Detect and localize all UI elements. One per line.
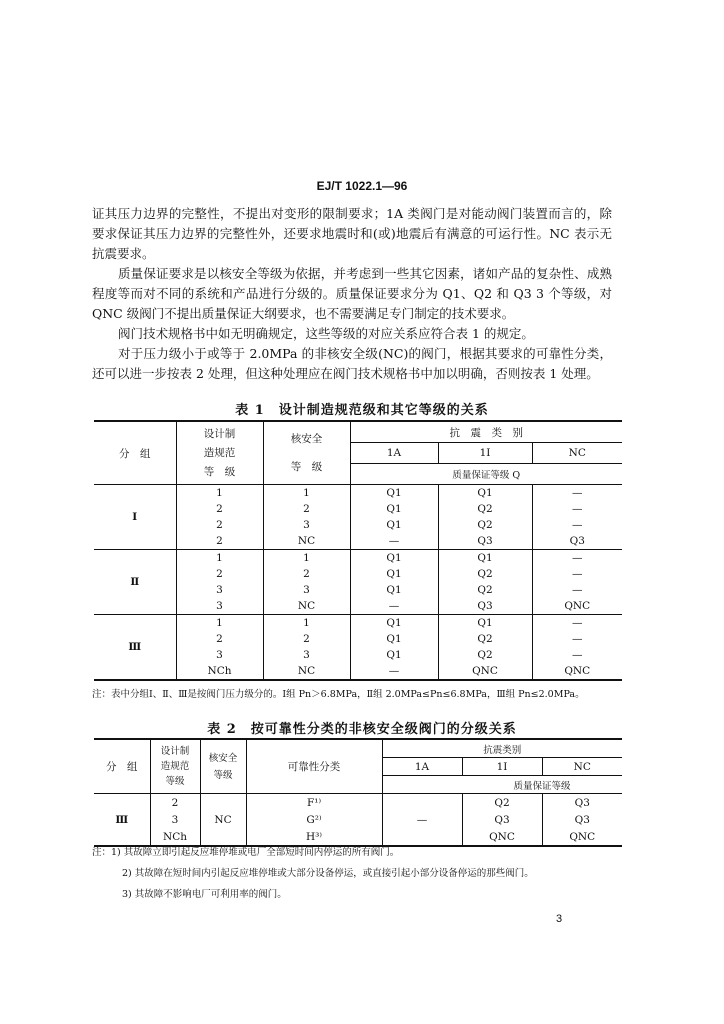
- table2-safety-cell: NC: [200, 794, 246, 847]
- table2-cell: G²⁾: [246, 811, 382, 828]
- table1-cell: 1: [176, 485, 263, 502]
- paragraph: 证其压力边界的完整性，不提出对变形的限制要求；1A 类阀门是对能动阀门装置而言的，除要求保证其压力边界的完整性外，还要求地震时和(或)地震后有满意的可运行性。NC 表示无抗震要求。: [92, 206, 612, 261]
- table1-cell: 3: [263, 517, 350, 533]
- table1: [94, 420, 622, 681]
- table1-cell: Q2: [438, 566, 532, 582]
- table2-row: [94, 794, 622, 812]
- table2-header-qa: 质量保证等级: [462, 776, 622, 794]
- table1-cell: —: [572, 633, 583, 645]
- table1-cell: 1: [263, 550, 350, 567]
- table2-header-reliability: 可靠性分类: [246, 739, 382, 794]
- table1-row: [94, 485, 622, 502]
- table1-cell: NC: [263, 598, 350, 615]
- table1-cell: 2: [176, 517, 263, 533]
- table1-cell: 3: [176, 598, 263, 615]
- table1-cell: Q2: [438, 631, 532, 647]
- table1-header-safety: [263, 421, 350, 485]
- table1-group-cell: I: [94, 485, 176, 550]
- table2-cell: Q2: [462, 794, 542, 812]
- table2-header-group: 分 组: [94, 739, 150, 794]
- table1-cell: —: [572, 568, 583, 580]
- table1-header-nc: NC: [532, 443, 622, 464]
- table1-body: [94, 485, 622, 681]
- table1-cell: 1: [176, 550, 263, 567]
- paragraph: 对于压力级小于或等于 2.0MPa 的非核安全级(NC)的阀门，根据其要求的可靠性分类，还可以进一步按表 2 处理，但这种处理应在阀门技术规格书中加以明确，否则按表 1 处理。: [92, 346, 612, 381]
- table1-header-group: 分 组: [94, 421, 176, 485]
- table1-cell: 3: [176, 582, 263, 598]
- table1-cell: Q1: [438, 615, 532, 632]
- table1-cell: 3: [263, 647, 350, 663]
- table1-cell: Q2: [438, 582, 532, 598]
- table2-cell: QNC: [569, 830, 596, 843]
- table1-cell: —: [572, 584, 583, 596]
- table2-cell: F¹⁾: [246, 794, 382, 812]
- table1-cell: —: [572, 519, 583, 531]
- table1-cell: —: [350, 533, 438, 550]
- table2-cell: 3: [150, 811, 200, 828]
- table2-cell: QNC: [462, 828, 542, 846]
- table1-header-1: 1I: [438, 443, 532, 464]
- header-line: 等 级: [203, 465, 236, 478]
- note-line: 3) 其故障不影响电厂可利用率的阀门。: [122, 889, 287, 900]
- table1-row: [94, 550, 622, 567]
- table1-cell: 2: [176, 501, 263, 517]
- table1-cell: Q1: [350, 517, 438, 533]
- header-line: 设计制: [160, 746, 190, 757]
- table1-cell: 3: [263, 582, 350, 598]
- table1-cell: Q2: [438, 517, 532, 533]
- table1-cell: Q2: [438, 501, 532, 517]
- table1-cell: QNC: [532, 598, 622, 615]
- table1-cell: 2: [176, 533, 263, 550]
- table1-cell: 2: [176, 631, 263, 647]
- table1-cell: NC: [263, 663, 350, 680]
- table1-cell: Q1: [438, 550, 532, 567]
- table1-cell: Q3: [438, 533, 532, 550]
- table1-cell: Q1: [350, 647, 438, 663]
- header-line: 核安全: [290, 433, 323, 445]
- table1-cell: NCh: [176, 663, 263, 680]
- table2-header-nc: NC: [542, 758, 622, 776]
- header-line: 等级: [165, 776, 185, 787]
- header-line: 等 级: [290, 461, 323, 473]
- table2-dash-cell: —: [382, 794, 462, 847]
- table1-cell: 2: [176, 566, 263, 582]
- table1-cell: Q1: [350, 550, 438, 567]
- table1-header-design: [176, 421, 263, 485]
- table1-cell: 2: [263, 566, 350, 582]
- table1-cell: Q1: [350, 501, 438, 517]
- table1-cell: Q1: [350, 566, 438, 582]
- body-text: [92, 204, 612, 384]
- header-line: 核安全: [208, 752, 238, 764]
- note-line: 注：1) 其故障立即引起反应堆停堆或电厂全部短时间内停运的所有阀门。: [92, 847, 400, 858]
- table2: [94, 738, 622, 847]
- table1-cell: Q3: [438, 598, 532, 615]
- table2-header-qa-blank: [382, 776, 462, 794]
- table1-cell: —: [572, 552, 583, 564]
- table2-cell: NCh: [150, 828, 200, 846]
- header-line: 造规范: [203, 446, 236, 459]
- page-header: EJ/T 1022.1—96: [316, 179, 408, 193]
- table1-cell: —: [350, 598, 438, 615]
- paragraph: 阀门技术规格书中如无明确规定，这些等级的对应关系应符合表 1 的规定。: [118, 326, 534, 341]
- table1-row: [94, 615, 622, 632]
- table2-row: [94, 811, 622, 828]
- table1-cell: Q1: [438, 485, 532, 502]
- table2-header-1a: 1A: [382, 758, 462, 776]
- table1-cell: Q2: [438, 647, 532, 663]
- table2-cell: 2: [150, 794, 200, 812]
- table2-header-seismic: 抗震类别: [382, 739, 622, 758]
- table1-caption: 表 1 设计制造规范级和其它等级的关系: [235, 403, 489, 418]
- table2-group-cell: Ⅲ: [94, 794, 150, 847]
- table1-cell: QNC: [564, 665, 591, 677]
- table1-note: 注：表中分组Ⅰ、Ⅱ、Ⅲ是按阀门压力级分的。Ⅰ组 Pn＞6.8MPa，Ⅱ组 2.0MPa≤Pn≤6.8MPa，Ⅲ组 Pn≤2.0MPa。: [92, 689, 585, 700]
- table1-cell: 1: [263, 615, 350, 632]
- paragraph: 质量保证要求是以核安全等级为依据，并考虑到一些其它因素，诸如产品的复杂性、成熟程度等而对不同的系统和产品进行分级的。质量保证要求分为 Q1、Q2 和 Q3 3 个等级，对 QNC 级阀门不提出质量保证大纲要求，也不需要满足专门制定的技术要求。: [92, 266, 612, 321]
- table2-header-1: 1I: [462, 758, 542, 776]
- table1-cell: —: [572, 649, 583, 661]
- table2-body: [94, 794, 622, 847]
- table1-cell: 3: [176, 647, 263, 663]
- table1-cell: —: [350, 663, 438, 680]
- table1-cell: NC: [263, 533, 350, 550]
- note-line: 2) 其故障在短时间内引起反应堆停堆或大部分设备停运，或直接引起小部分设备停运的那些阀门。: [122, 868, 534, 879]
- table1-cell: QNC: [438, 663, 532, 680]
- table1-cell: —: [572, 487, 583, 499]
- table1-cell: Q1: [350, 615, 438, 632]
- table2-caption: 表 2 按可靠性分类的非核安全级阀门的分级关系: [207, 722, 517, 737]
- table1-cell: —: [572, 503, 583, 515]
- table2-notes: [92, 845, 612, 903]
- table1-cell: 1: [176, 615, 263, 632]
- table1-header-1a: 1A: [350, 443, 438, 464]
- table1-cell: 1: [263, 485, 350, 502]
- table1-cell: Q1: [350, 631, 438, 647]
- table1-cell: Q1: [350, 582, 438, 598]
- table1-cell: 2: [263, 631, 350, 647]
- table1-cell: —: [572, 617, 583, 629]
- table1-header-qa: 质量保证等级 Q: [350, 464, 622, 485]
- table2-header-safety: [200, 739, 246, 794]
- header-line: 等级: [213, 769, 233, 781]
- table1-cell: 2: [263, 501, 350, 517]
- table2-cell: Q3: [462, 811, 542, 828]
- header-line: 造规范: [160, 761, 190, 772]
- table2-cell: Q3: [574, 796, 590, 809]
- table2-header-design: [150, 739, 200, 794]
- table1-cell: Q1: [350, 485, 438, 502]
- table2-cell: H³⁾: [246, 828, 382, 846]
- table1-group-cell: Ⅱ: [94, 550, 176, 615]
- header-line: 设计制: [203, 427, 236, 440]
- table1-group-cell: Ⅲ: [94, 615, 176, 681]
- table1-cell: Q3: [532, 533, 622, 550]
- page-number: 3: [556, 913, 563, 925]
- table2-cell: Q3: [574, 813, 590, 826]
- table2-row: [94, 828, 622, 846]
- table1-header-seismic: 抗 震 类 别: [350, 421, 622, 443]
